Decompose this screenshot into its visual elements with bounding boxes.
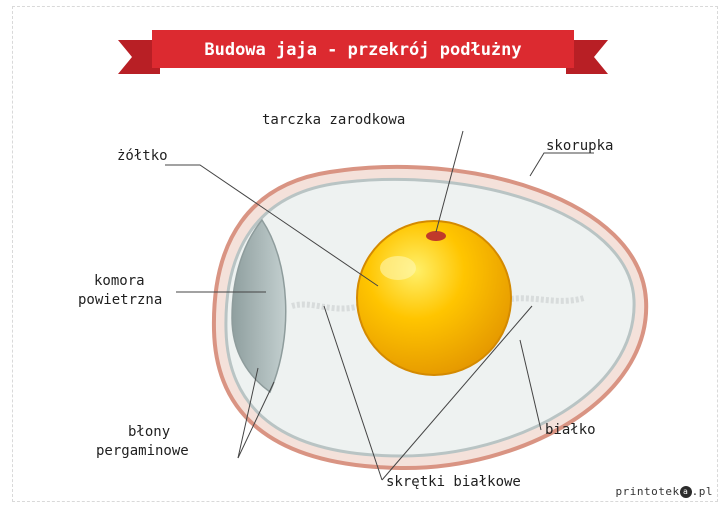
label-albumen: białko bbox=[545, 422, 596, 438]
label-chalazae: skrętki białkowe bbox=[386, 474, 521, 490]
label-membranes-1: błony bbox=[128, 424, 171, 440]
label-shell: skorupka bbox=[546, 138, 614, 154]
title-ribbon bbox=[118, 30, 608, 74]
brand-logo bbox=[616, 485, 713, 498]
brand-suffix: .pl bbox=[691, 485, 713, 498]
label-blastodisc: tarczka zarodkowa bbox=[262, 112, 406, 128]
label-air-cell-1: komora bbox=[94, 273, 145, 289]
brand-prefix: printotek bbox=[615, 485, 680, 498]
label-yolk: żółtko bbox=[117, 148, 168, 164]
label-membranes-2: pergaminowe bbox=[96, 443, 189, 459]
yolk bbox=[357, 221, 511, 375]
brand-dot-icon: a bbox=[680, 486, 692, 498]
label-air-cell-2: powietrzna bbox=[78, 292, 163, 308]
page-title: Budowa jaja - przekrój podłużny bbox=[204, 40, 522, 60]
blastodisc bbox=[426, 231, 446, 241]
yolk-highlight bbox=[380, 256, 416, 280]
